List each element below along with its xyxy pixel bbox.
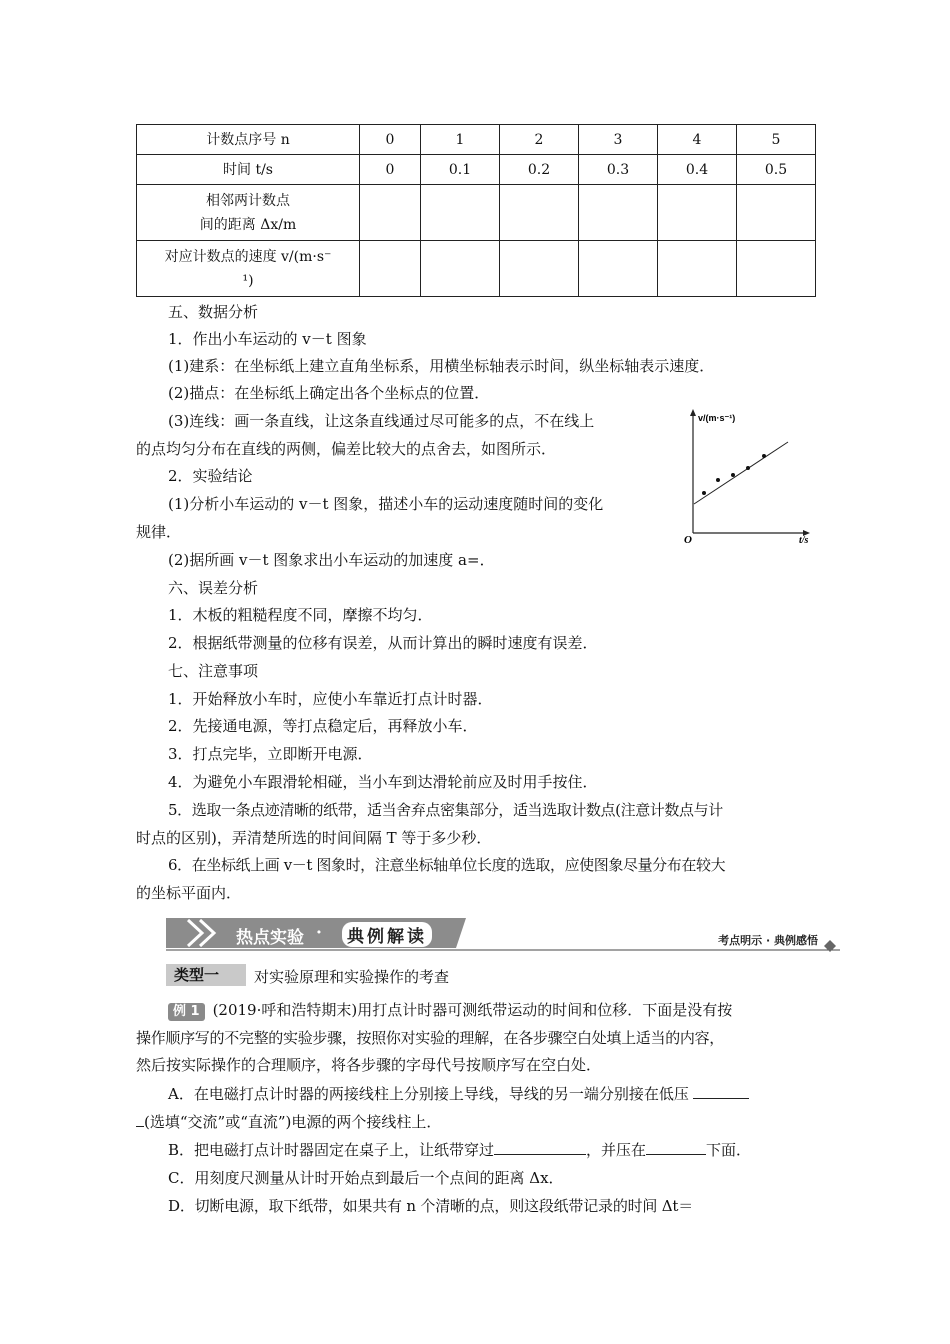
table-cell <box>579 241 658 297</box>
option-b-text: 下面． <box>706 1141 752 1159</box>
blank-b1[interactable] <box>494 1140 586 1155</box>
y-axis-label: v/(m·s⁻¹) <box>698 413 736 423</box>
banner-title-b: 典例解读 <box>342 922 432 947</box>
paragraph <box>136 1112 816 1132</box>
table-cell: 0 <box>360 155 421 185</box>
table-cell <box>737 185 816 241</box>
paragraph: C．用刻度尺测量从计时开始点到最后一个点间的距离 Δx． <box>168 1169 564 1187</box>
paragraph: 5．选取一条点迹清晰的纸带，适当舍弃点密集部分，适当选取计数点(注意计数点与计 <box>168 801 723 819</box>
origin-label: O <box>684 534 692 545</box>
option-a-text: A．在电磁打点计时器的两接线柱上分别接上导线，导线的另一端分别接在低压 <box>168 1085 689 1103</box>
data-point <box>762 454 766 458</box>
data-point <box>702 491 706 495</box>
paragraph: (2)描点：在坐标纸上确定出各个坐标点的位置． <box>168 384 490 402</box>
table-cell <box>579 185 658 241</box>
paragraph <box>136 1140 848 1160</box>
paragraph: 然后按实际操作的合理顺序，将各步骤的字母代号按顺序写在空白处． <box>136 1056 602 1074</box>
paragraph: 操作顺序写的不完整的实验步骤，按照你对实验的理解，在各步骤空白处填上适当的内容， <box>136 1029 725 1047</box>
section-heading: 六、误差分析 <box>168 579 259 597</box>
paragraph: 3．打点完毕，立即断开电源． <box>168 745 373 763</box>
table-row <box>137 155 816 185</box>
row-label-line: 相邻两计数点 <box>206 192 290 209</box>
table-cell: 1 <box>421 125 500 155</box>
paragraph: (1)建系：在坐标纸上建立直角坐标系，用横坐标轴表示时间，纵坐标轴表示速度． <box>168 357 715 375</box>
paragraph: 2．实验结论 <box>168 467 253 485</box>
paragraph: (2)据所画 v－t 图象求出小车运动的加速度 a=． <box>168 551 495 569</box>
table-cell: 0.2 <box>500 155 579 185</box>
table-cell: 0.5 <box>737 155 816 185</box>
row-label: 时间 t/s <box>137 155 360 185</box>
type-tag: 类型一 <box>166 964 246 986</box>
table-cell: 0 <box>360 125 421 155</box>
paragraph: 2．先接通电源，等打点稳定后，再释放小车． <box>168 717 478 735</box>
row-label-line: 对应计数点的速度 v/(m·s⁻ <box>164 248 332 265</box>
section-heading: 七、注意事项 <box>168 662 259 680</box>
paragraph: 1．作出小车运动的 v－t 图象 <box>168 330 367 348</box>
table-cell: 3 <box>579 125 658 155</box>
paragraph: (1)分析小车运动的 v－t 图象，描述小车的运动速度随时间的变化 <box>168 495 604 513</box>
blank-b2[interactable] <box>646 1140 706 1155</box>
table-row <box>137 185 816 241</box>
table-cell: 0.1 <box>421 155 500 185</box>
banner-right-text: 考点明示 · 典例感悟 <box>718 934 818 947</box>
stem-text: (2019·呼和浩特期末)用打点计时器可测纸带运动的时间和位移．下面是没有按 <box>212 1001 733 1019</box>
blank-a-cont[interactable] <box>136 1112 144 1127</box>
type-title: 对实验原理和实验操作的考查 <box>254 968 450 986</box>
fit-line <box>694 442 788 504</box>
paragraph: (3)连线：画一条直线，让这条直线通过尽可能多的点，不在线上 <box>168 412 595 430</box>
data-point <box>746 466 750 470</box>
blank-a[interactable] <box>693 1084 749 1099</box>
table-cell: 5 <box>737 125 816 155</box>
paragraph: 1．开始释放小车时，应使小车靠近打点计时器． <box>168 690 493 708</box>
row-label <box>137 185 360 241</box>
paragraph: 时点的区别)，弄清楚所选的时间间隔 T 等于多少秒． <box>136 829 492 847</box>
paragraph <box>136 1000 848 1021</box>
example-tag: 例 1 <box>168 1003 205 1021</box>
table-cell <box>500 241 579 297</box>
table-cell <box>421 241 500 297</box>
paragraph: 2．根据纸带测量的位移有误差，从而计算出的瞬时速度有误差． <box>168 634 598 652</box>
row-label: 计数点序号 n <box>137 125 360 155</box>
banner-dot: · <box>316 923 322 943</box>
table-row <box>137 241 816 297</box>
paragraph: 的点均匀分布在直线的两侧，偏差比较大的点舍去，如图所示． <box>136 440 557 458</box>
section-banner <box>166 914 840 954</box>
paragraph: 4．为避免小车跟滑轮相碰，当小车到达滑轮前应及时用手按住． <box>168 773 598 791</box>
paragraph: 的坐标平面内． <box>136 884 242 902</box>
table-row <box>137 125 816 155</box>
table-cell: 4 <box>658 125 737 155</box>
option-b-text: ，并压在 <box>586 1141 647 1159</box>
x-axis-label: t/s <box>799 535 809 545</box>
paragraph: 规律． <box>136 523 182 541</box>
data-point <box>716 478 720 482</box>
table-cell <box>421 185 500 241</box>
paragraph <box>136 1084 848 1104</box>
paragraph: 1．木板的粗糙程度不同，摩擦不均匀． <box>168 606 433 624</box>
table-cell <box>658 185 737 241</box>
option-b-text: B．把电磁打点计时器固定在桌子上，让纸带穿过 <box>168 1141 495 1159</box>
table-cell <box>658 241 737 297</box>
table-cell: 0.3 <box>579 155 658 185</box>
row-label <box>137 241 360 297</box>
data-table <box>136 124 816 297</box>
option-a-cont: (选填“交流”或“直流”)电源的两个接线柱上． <box>144 1113 442 1131</box>
table-cell <box>500 185 579 241</box>
table-cell: 0.4 <box>658 155 737 185</box>
paragraph: 6．在坐标纸上画 v－t 图象时，注意坐标轴单位长度的选取，应使图象尽量分布在较大 <box>168 856 726 874</box>
row-label-line: 间的距离 Δx/m <box>199 216 297 233</box>
section-heading: 五、数据分析 <box>168 303 259 321</box>
y-arrow <box>690 409 696 416</box>
table-cell <box>737 241 816 297</box>
vt-graph <box>680 405 820 545</box>
data-point <box>731 473 735 477</box>
table-cell <box>360 185 421 241</box>
banner-title-a: 热点实验 <box>236 928 304 948</box>
table-cell <box>360 241 421 297</box>
table-cell: 2 <box>500 125 579 155</box>
paragraph: D．切断电源，取下纸带，如果共有 n 个清晰的点，则这段纸带记录的时间 Δt＝ <box>168 1197 694 1215</box>
row-label-line: ¹) <box>242 272 254 289</box>
